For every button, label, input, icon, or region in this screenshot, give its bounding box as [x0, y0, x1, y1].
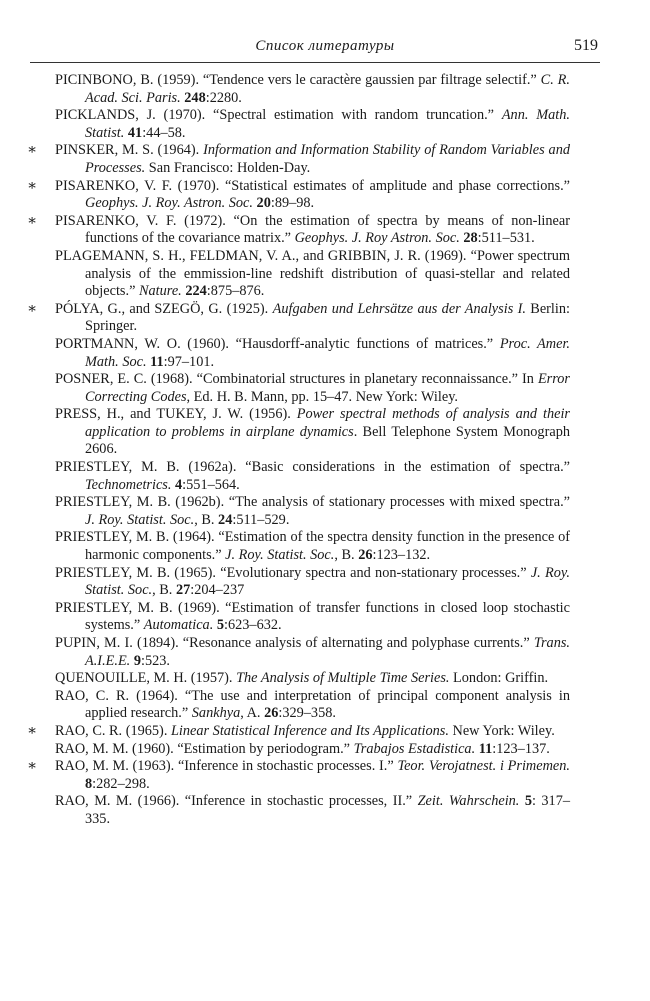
reference-text: PICKLANDS, J. (1970). “Spectral estimation with random truncation.” — [55, 107, 502, 124]
reference-text: PUPIN, M. I. (1894). “Resonance analysis of alternating and polyphase currents.” — [55, 635, 534, 651]
reference-text: :123–132. — [372, 547, 431, 564]
reference-entry — [0, 758, 570, 793]
reference-entry — [0, 248, 570, 301]
reference-text: . Bell Telephone System Monograph 2606. — [85, 423, 570, 458]
reference-text: PÓLYA, G., and SZEGÖ, G. (1925). — [55, 300, 273, 317]
reference-text: PRIESTLEY, M. B. (1962b). “The analysis of stationary processes with mixed spectra.” — [55, 494, 570, 511]
reference-text: London: Griffin. — [449, 670, 549, 687]
reference-volume: 20 — [256, 195, 271, 212]
reference-text: PRIESTLEY, M. B. (1964). “Estimation of the spectra density function in the presence of harmonic components.” — [55, 529, 570, 564]
reference-entry — [0, 670, 570, 688]
running-title: Список литературы — [255, 38, 395, 54]
reference-text: San Francisco: Holden-Day. — [145, 159, 311, 176]
reference-entry — [0, 635, 570, 670]
reference-volume: 26 — [264, 705, 279, 722]
reference-text: :2280. — [205, 89, 242, 106]
header-rule — [30, 62, 600, 63]
reference-title-italic: Power spectral methods of analysis and their application to problems in airplane dynamics — [85, 406, 570, 440]
reference-text: PRESS, H., and TUKEY, J. W. (1956). — [55, 406, 297, 423]
reference-volume: 5 — [524, 793, 532, 810]
reference-text: PRIESTLEY, M. B. (1965). “Evolutionary spectra and non-stationary processes.” — [55, 564, 531, 581]
asterisk-icon: ∗ — [27, 300, 38, 317]
reference-text: New York: Wiley. — [448, 722, 555, 739]
reference-volume: 41 — [127, 124, 143, 141]
reference-text: :89–98. — [270, 195, 315, 212]
reference-text: :329–358. — [278, 705, 336, 722]
reference-text: :523. — [141, 652, 170, 669]
reference-title-italic: Geophys. J. Roy. Astron. Soc. — [85, 195, 257, 212]
reference-entry — [0, 459, 570, 494]
reference-entry — [0, 142, 570, 177]
reference-entry — [0, 688, 570, 723]
reference-title-italic: J. Roy. Statist. Soc. — [85, 564, 570, 599]
reference-text: : 317–335. — [85, 793, 570, 827]
reference-title-italic: Aufgaben und Lehrsätze aus der Analysis I. — [272, 300, 526, 317]
reference-text: PLAGEMANN, S. H., FELDMAN, V. A., and GRIBBIN, J. R. (1969). “Power spectrum analysis of the emmission-line redshift distribution of quasi-stellar and related objects.” — [55, 247, 570, 300]
reference-text: PORTMANN, W. O. (1960). “Hausdorff-analytic functions of matrices.” — [55, 335, 500, 352]
reference-text: PISARENKO, V. F. (1972). “On the estimation of spectra by means of non-linear functions of the covariance matrix.” — [55, 212, 570, 247]
reference-title-italic: Proc. Amer. Math. Soc. — [85, 335, 571, 370]
reference-title-italic: Error Correcting Codes — [85, 371, 570, 405]
reference-text: , B. — [334, 547, 359, 564]
reference-volume: 4 — [175, 476, 183, 493]
reference-text: :97–101. — [163, 353, 215, 370]
reference-title-italic: Linear Statistical Inference and Its Applications. — [170, 722, 449, 739]
reference-entry — [0, 406, 570, 459]
reference-entry — [0, 793, 570, 828]
reference-text: :875–876. — [206, 283, 265, 300]
reference-title-italic: Geophys. J. Roy Astron. Soc. — [294, 230, 464, 247]
reference-text: :623–632. — [224, 617, 282, 634]
reference-volume: 248 — [184, 89, 206, 106]
reference-entry — [0, 336, 570, 371]
reference-text: :551–564. — [182, 476, 240, 493]
reference-volume: 5 — [216, 617, 224, 634]
reference-entry — [0, 494, 570, 529]
page-header — [0, 30, 650, 60]
reference-entry — [0, 107, 570, 142]
reference-text: POSNER, E. C. (1968). “Combinatorial structures in planetary reconnaissance.” In — [55, 371, 538, 388]
reference-text: PRIESTLEY, M. B. (1962a). “Basic considerations in the estimation of spectra.” — [55, 459, 570, 476]
reference-title-italic: Ann. Math. Statist. — [85, 107, 570, 141]
reference-title-italic: J. Roy. Statist. Soc. — [225, 547, 335, 564]
reference-title-italic: Sankhya — [191, 705, 241, 722]
reference-text: PRIESTLEY, M. B. (1969). “Estimation of transfer functions in closed loop stochastic systems.” — [55, 599, 570, 634]
reference-volume: 9 — [133, 652, 141, 669]
reference-text: , A. — [240, 705, 265, 722]
reference-title-italic: Nature. — [139, 283, 186, 300]
reference-entry — [0, 178, 570, 213]
reference-volume: 224 — [185, 283, 207, 300]
reference-title-italic: Automatica. — [143, 617, 217, 634]
reference-volume: 26 — [358, 547, 373, 564]
reference-text: :204–237 — [190, 582, 245, 599]
reference-volume: 27 — [175, 582, 191, 599]
reference-list — [0, 72, 650, 829]
reference-entry — [0, 371, 570, 406]
asterisk-icon: ∗ — [27, 177, 38, 194]
asterisk-icon: ∗ — [27, 758, 38, 775]
reference-entry — [0, 723, 570, 741]
reference-entry — [0, 600, 570, 635]
reference-volume: 28 — [463, 230, 478, 247]
reference-title-italic: Teor. Verojatnest. i Primemen. — [397, 758, 570, 775]
reference-entry — [0, 72, 570, 107]
reference-text: :44–58. — [142, 124, 186, 141]
reference-text: RAO, C. R. (1965). — [55, 722, 171, 739]
reference-text: RAO, C. R. (1964). “The use and interpretation of principal component analysis in applied research.” — [55, 687, 570, 722]
reference-title-italic: Zeit. Wahrschein. — [417, 793, 525, 810]
reference-text: , Ed. H. B. Mann, pp. 15–47. New York: Wiley. — [186, 388, 458, 405]
reference-text: :511–529. — [232, 511, 290, 528]
reference-title-italic: Trans. A.I.E.E. — [85, 635, 570, 669]
reference-entry — [0, 741, 570, 759]
reference-title-italic: Trabajos Estadistica. — [353, 740, 479, 757]
reference-text: RAO, M. M. (1960). “Estimation by periodogram.” — [55, 740, 354, 757]
reference-text: PINSKER, M. S. (1964). — [55, 142, 204, 159]
reference-title-italic: Technometrics. — [85, 476, 176, 493]
reference-text: Berlin: Springer. — [85, 300, 570, 335]
reference-text: , B. — [152, 582, 176, 599]
reference-title-italic: J. Roy. Statist. Soc. — [85, 511, 195, 528]
reference-text: :282–298. — [92, 775, 150, 792]
reference-entry — [0, 213, 570, 248]
reference-text: , B. — [194, 511, 219, 528]
reference-text: QUENOUILLE, M. H. (1957). — [55, 670, 237, 687]
reference-text: RAO, M. M. (1966). “Inference in stochastic processes, II.” — [55, 793, 418, 810]
reference-title-italic: The Analysis of Multiple Time Series. — [236, 670, 450, 687]
reference-text: :511–531. — [477, 230, 535, 247]
asterisk-icon: ∗ — [27, 722, 38, 739]
reference-entry — [0, 529, 570, 564]
reference-entry — [0, 301, 570, 336]
reference-volume: 11 — [150, 353, 164, 370]
reference-entry — [0, 565, 570, 600]
reference-text: PICINBONO, B. (1959). “Tendence vers le caractère gaussien par filtrage selectif.” — [55, 72, 541, 88]
reference-volume: 8 — [85, 775, 93, 792]
reference-text: RAO, M. M. (1963). “Inference in stochastic processes. I.” — [55, 758, 398, 775]
asterisk-icon: ∗ — [27, 212, 38, 229]
reference-title-italic: Information and Information Stability of Random Variables and Processes. — [85, 142, 570, 176]
reference-title-italic: C. R. Acad. Sci. Paris. — [85, 72, 570, 106]
reference-text: PISARENKO, V. F. (1970). “Statistical estimates of amplitude and phase corrections.” — [55, 177, 570, 194]
page-number: 519 — [574, 37, 598, 54]
reference-volume: 24 — [218, 511, 233, 528]
reference-text: :123–137. — [492, 740, 550, 757]
reference-volume: 11 — [478, 740, 493, 757]
asterisk-icon: ∗ — [27, 142, 38, 159]
